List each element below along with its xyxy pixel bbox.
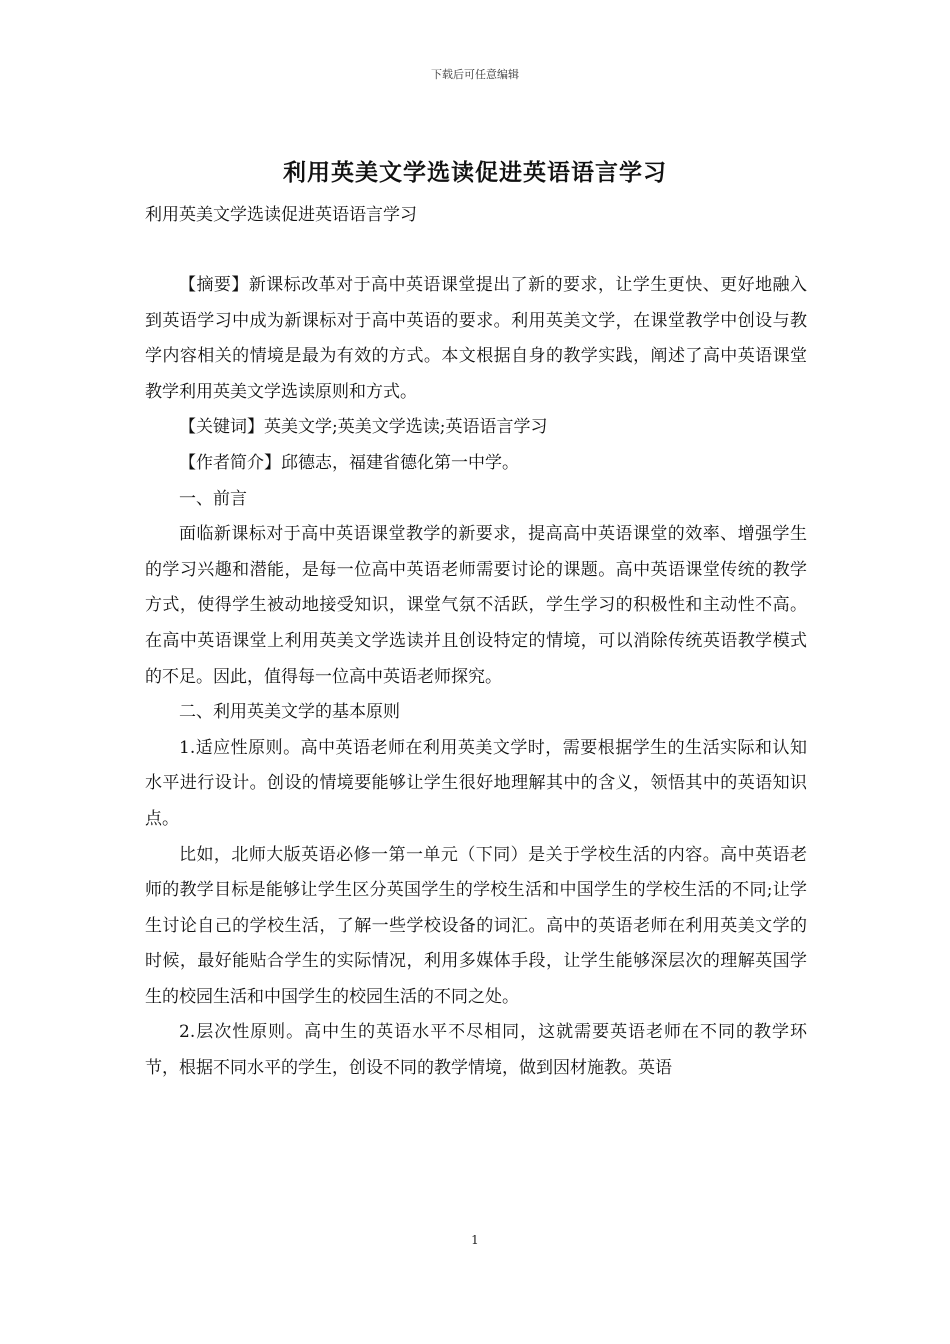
document-body xyxy=(145,268,807,1087)
principle-hierarchy-paragraph: 2.层次性原则。高中生的英语水平不尽相同，这就需要英语老师在不同的教学环节，根据不同水平的学生，创设不同的教学情境，做到因材施教。英语 xyxy=(145,1022,807,1079)
keywords-paragraph: 【关键词】英美文学;英美文学选读;英语语言学习 xyxy=(179,417,548,438)
section-heading-principles: 二、利用英美文学的基本原则 xyxy=(179,702,400,723)
page-number: 1 xyxy=(471,1233,479,1247)
section-heading-preface: 一、前言 xyxy=(179,488,247,509)
document-title: 利用英美文学选读促进英语语言学习 xyxy=(283,159,667,186)
principle-adaptability-paragraph: 1.适应性原则。高中英语老师在利用英美文学时，需要根据学生的生活实际和认知水平进行设计。创设的情境要能够让学生很好地理解其中的含义，领悟其中的英语知识点。 xyxy=(145,737,807,829)
document-subtitle: 利用英美文学选读促进英语语言学习 xyxy=(145,205,417,225)
abstract-paragraph: 【摘要】新课标改革对于高中英语课堂提出了新的要求，让学生更快、更好地融入到英语学习中成为新课标对于高中英语的要求。利用英美文学，在课堂教学中创设与教学内容相关的情境是最为有效的方式。本文根据自身的教学实践，阐述了高中英语课堂教学利用英美文学选读原则和方式。 xyxy=(145,275,807,402)
header-note: 下载后可任意编辑 xyxy=(431,68,519,81)
example-paragraph: 比如，北师大版英语必修一第一单元（下同）是关于学校生活的内容。高中英语老师的教学目标是能够让学生区分英国学生的学校生活和中国学生的学校生活的不同;让学生讨论自己的学校生活，了解一些学校设备的词汇。高中的英语老师在利用英美文学的时候，最好能贴合学生的实际情况，利用多媒体手段，让学生能够深层次的理解英国学生的校园生活和中国学生的校园生活的不同之处。 xyxy=(145,844,807,1007)
author-paragraph: 【作者简介】邱德志，福建省德化第一中学。 xyxy=(179,452,519,473)
preface-paragraph: 面临新课标对于高中英语课堂教学的新要求，提高高中英语课堂的效率、增强学生的学习兴趣和潜能，是每一位高中英语老师需要讨论的课题。高中英语课堂传统的教学方式，使得学生被动地接受知识，课堂气氛不活跃，学生学习的积极性和主动性不高。在高中英语课堂上利用英美文学选读并且创设特定的情境，可以消除传统英语教学模式的不足。因此，值得每一位高中英语老师探究。 xyxy=(145,524,807,687)
